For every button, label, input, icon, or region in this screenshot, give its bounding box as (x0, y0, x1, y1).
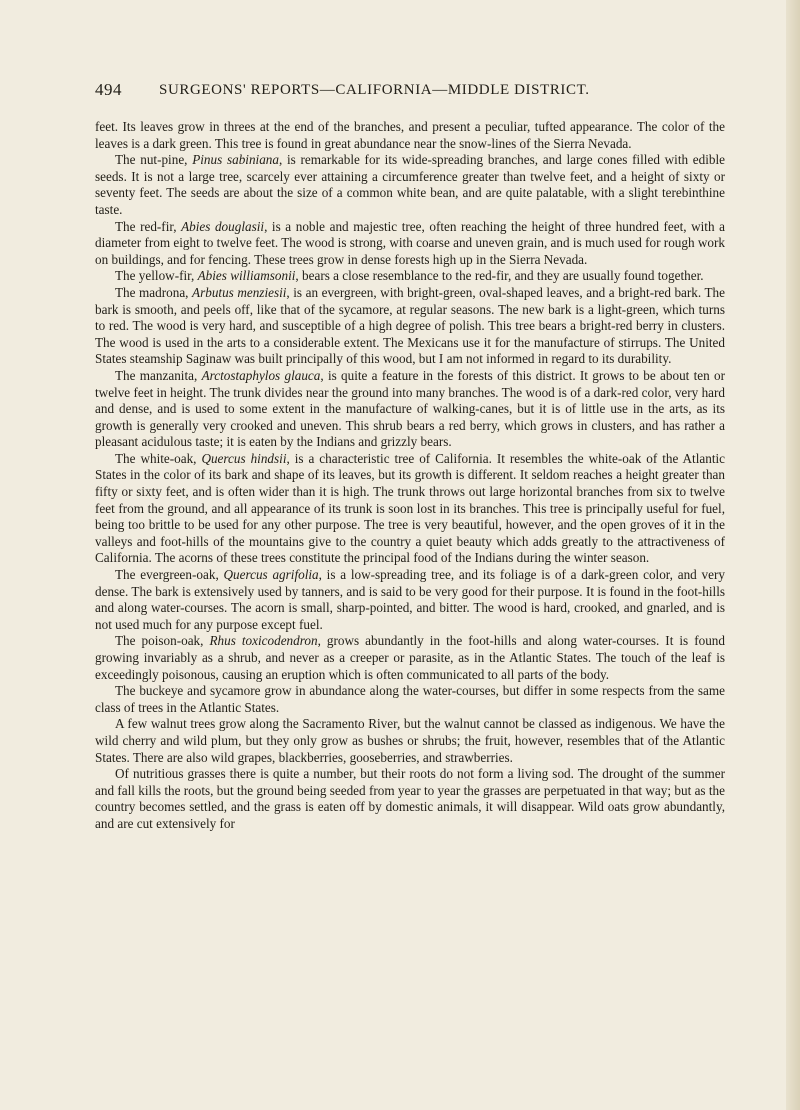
species-name: Abies douglasii (181, 218, 265, 234)
running-head: SURGEONS' REPORTS—CALIFORNIA—MIDDLE DISTRICT. (159, 82, 590, 98)
paragraph-walnut: A few walnut trees grow along the Sacramento River, but the walnut cannot be classed as indigenous. We have the wild cherry and wild plum, but they only grow as bushes or shrubs; the fruit, however, resembles that of the Atlantic States. There are also wild grapes, blackberries, gooseberries, and strawberries. (95, 716, 725, 765)
paragraph-red-fir: The red-fir, Abies douglasii, is a noble and majestic tree, often reaching the height of three hundred feet, with a diameter from eight to twelve feet. The wood is strong, with coarse and uneven grain, and is much used for rough work on buildings, and for fencing. These trees grow in dense forests high up in the Sierra Nevada. (95, 218, 725, 267)
paragraph-yellow-fir: The yellow-fir, Abies williamsonii, bears a close resemblance to the red-fir, and they are usually found together. (115, 268, 704, 284)
species-name: Rhus toxicodendron (209, 633, 318, 649)
species-name: Abies williamsonii (197, 268, 296, 284)
page-number: 494 (95, 80, 122, 99)
paragraph-poison-oak: The poison-oak, Rhus toxicodendron, grows abundantly in the foot-hills and along water-courses. It is found growing invariably as a shrub, and never as a creeper or parasite, as in the Atlantic States. The touch of the leaf is exceedingly poisonous, causing an eruption which is often communicated to all parts of the body. (95, 633, 725, 682)
paragraph-grasses: Of nutritious grasses there is quite a number, but their roots do not form a living sod. The drought of the summer and fall kills the roots, but the ground being seeded from year to year the grasses are perpetuated in that way; but as the country becomes settled, and the grass is eaten off by domestic animals, it will disappear. Wild oats grow abundantly, and are cut extensively for (95, 766, 725, 831)
paragraph-manzanita: The manzanita, Arctostaphylos glauca, is quite a feature in the forests of this district. It grows to be about ten or twelve feet in height. The trunk divides near the ground into many branches. The wood is of a dark-red color, very hard and dense, and is used to some extent in the manufacture of walking-canes, but it is of little use in the arts, as its growth is generally very crooked and uneven. This shrub bears a red berry, which grows in clusters, and has rather a pleasant acidulous taste; it is eaten by the Indians and grizzly bears. (95, 367, 725, 450)
page-edge (786, 0, 800, 1110)
paragraph-text: feet. Its leaves grow in threes at the end of the branches, and present a peculiar, tufted appearance. The color of the leaves is a dark green. This tree is found in great abundance near the snow-lines of the Sierra Nevada. (95, 119, 725, 151)
paragraph-nut-pine: The nut-pine, Pinus sabiniana, is remarkable for its wide-spreading branches, and large cones filled with edible seeds. It is not a large tree, scarcely ever attaining a circumference greater than twelve feet, and a height of sixty or seventy feet. The seeds are about the size of a common white bean, and are quite palatable, with a slight terebinthine taste. (95, 152, 726, 217)
paragraph-white-oak: The white-oak, Quercus hindsii, is a characteristic tree of California. It resembles the white-oak of the Atlantic States in the color of its bark and shape of its leaves, but its growth is different. It seldom reaches a height greater than fifty or sixty feet, and is often wider than it is high. The trunk throws out large horizontal branches from six to twelve feet from the ground, and all appearance of its trunk is soon lost in its branches. This tree is principally useful for fuel, being too brittle to be used for any other purpose. The tree is very beautiful, however, and the open groves of it in the valleys and foot-hills of the mountains give to the country a quiet beauty which adds greatly to the attractiveness of California. The acorns of these trees constitute the principal food of the Indians during the winter season. (95, 450, 726, 566)
page-header (95, 80, 717, 102)
species-name: Pinus sabiniana (192, 152, 279, 168)
body-text (95, 119, 725, 833)
species-name: Arctostaphylos glauca (201, 367, 321, 383)
species-name: Quercus agrifolia (223, 567, 319, 583)
paragraph-1 (95, 119, 725, 152)
paragraph-evergreen-oak: The evergreen-oak, Quercus agrifolia, is a low-spreading tree, and its foliage is of a dark-green color, and very dense. The bark is extensively used by tanners, and is said to be very good for their purpose. It is found in the foot-hills and along water-courses. The acorn is small, sharp-pointed, and bitter. The wood is hard, crooked, and gnarled, and is not used much for any purpose except fuel. (95, 567, 725, 632)
species-name: Arbutus menziesii (192, 284, 287, 300)
paragraph-madrona: The madrona, Arbutus menziesii, is an evergreen, with bright-green, oval-shaped leaves, and a bright-red bark. The bark is smooth, and peels off, like that of the sycamore, at regular seasons. The new bark is a light-green, which turns to red. The wood is very hard, and susceptible of a high degree of polish. This tree bears a bright-red berry in clusters. The wood is used in the arts to a considerable extent. The Mexicans use it for the manufacture of stirrups. The United States steamship Saginaw was built principally of this wood, but I am not informed in regard to its durability. (95, 284, 725, 367)
species-name: Quercus hindsii (201, 450, 287, 466)
paragraph-buckeye: The buckeye and sycamore grow in abundance along the water-courses, but differ in some respects from the same class of trees in the Atlantic States. (95, 683, 725, 715)
